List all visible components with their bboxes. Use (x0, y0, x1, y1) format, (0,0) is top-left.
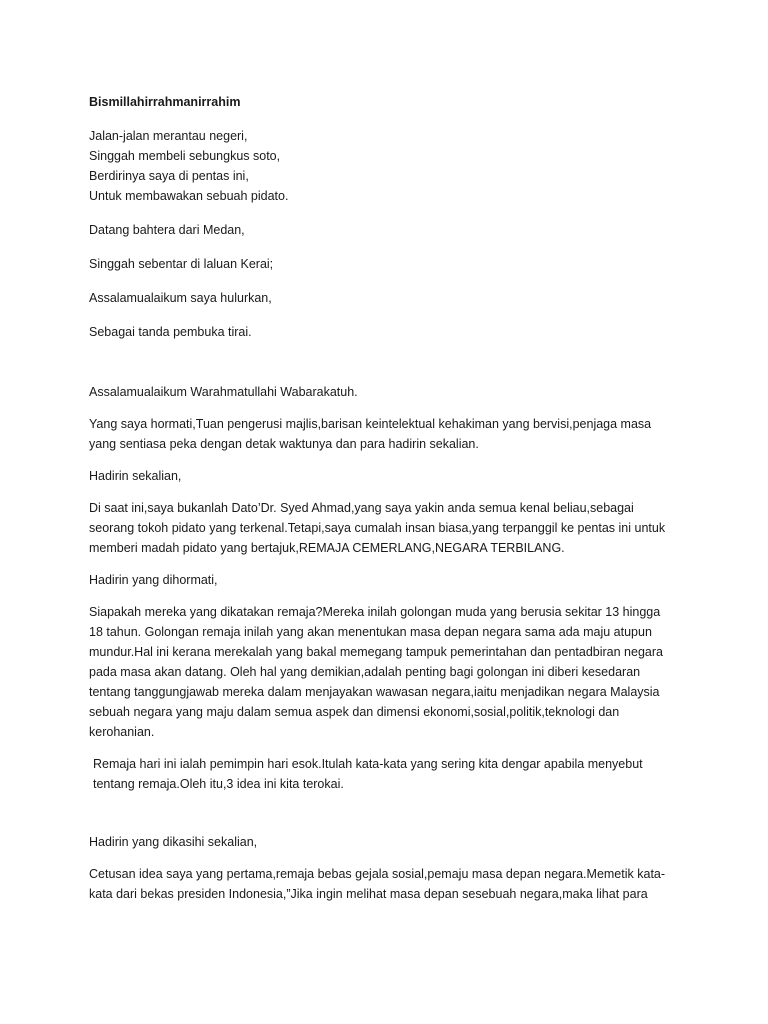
body-paragraph: Cetusan idea saya yang pertama,remaja bebas gejala sosial,pemaju masa depan negara.Memetik kata-kata dari bekas presiden Indonesia,”Jika ingin melihat masa depan sesebuah negara,maka lihat para (89, 867, 666, 901)
respect-paragraph: Yang saya hormati,Tuan pengerusi majlis,barisan keintelektual kehakiman yang bervisi,penjaga masa yang sentiasa peka dengan detak waktunya dan para hadirin sekalian. (89, 417, 652, 451)
address-line: Hadirin sekalian, (89, 469, 182, 483)
pantun-line: Jalan-jalan merantau negeri, (89, 129, 248, 143)
pantun-line: Berdirinya saya di pentas ini, (89, 169, 249, 183)
body-paragraph: Remaja hari ini ialah pemimpin hari esok.Itulah kata-kata yang sering kita dengar apabila menyebut tentang remaja.Oleh itu,3 idea ini kita terokai. (93, 757, 643, 791)
pantun2-line: Datang bahtera dari Medan, (89, 223, 245, 237)
pantun-line: Untuk membawakan sebuah pidato. (89, 189, 289, 203)
body-paragraph: Siapakah mereka yang dikatakan remaja?Mereka inilah golongan muda yang berusia sekitar 13 hingga 18 tahun. Golongan remaja inilah yang akan menentukan masa depan negara sama ada maju atupun mundur.Hal ini kerana merekalah yang bakal memegang tampuk pemerintahan dan pentadbiran negara pada masa akan datang. Oleh hal yang demikian,adalah penting bagi golongan ini diberi kesedaran tentang tanggungjawab mereka dalam menjayakan wawasan negara,iaitu menjadikan negara Malaysia sebuah negara yang maju dalam semua aspek dan dimensi ekonomi,sosial,politik,teknologi dan kerohanian. (89, 605, 663, 739)
document-body (89, 92, 669, 904)
pantun2-line: Sebagai tanda pembuka tirai. (89, 325, 252, 339)
pantun-stanza-1 (89, 126, 669, 206)
greeting-paragraph: Assalamualaikum Warahmatullahi Wabarakatuh. (89, 385, 358, 399)
pantun-line: Singgah membeli sebungkus soto, (89, 149, 281, 163)
document-title: Bismillahirrahmanirrahim (89, 95, 241, 109)
address-line: Hadirin yang dikasihi sekalian, (89, 835, 258, 849)
pantun2-line: Singgah sebentar di laluan Kerai; (89, 257, 274, 271)
intro-paragraph: Di saat ini,saya bukanlah Dato’Dr. Syed Ahmad,yang saya yakin anda semua kenal beliau,sebagai seorang tokoh pidato yang terkenal.Tetapi,saya cumalah insan biasa,yang terpanggil ke pentas ini untuk memberi madah pidato yang bertajuk,REMAJA CEMERLANG,NEGARA TERBILANG. (89, 501, 666, 555)
address-line: Hadirin yang dihormati, (89, 573, 218, 587)
pantun2-line: Assalamualaikum saya hulurkan, (89, 291, 272, 305)
